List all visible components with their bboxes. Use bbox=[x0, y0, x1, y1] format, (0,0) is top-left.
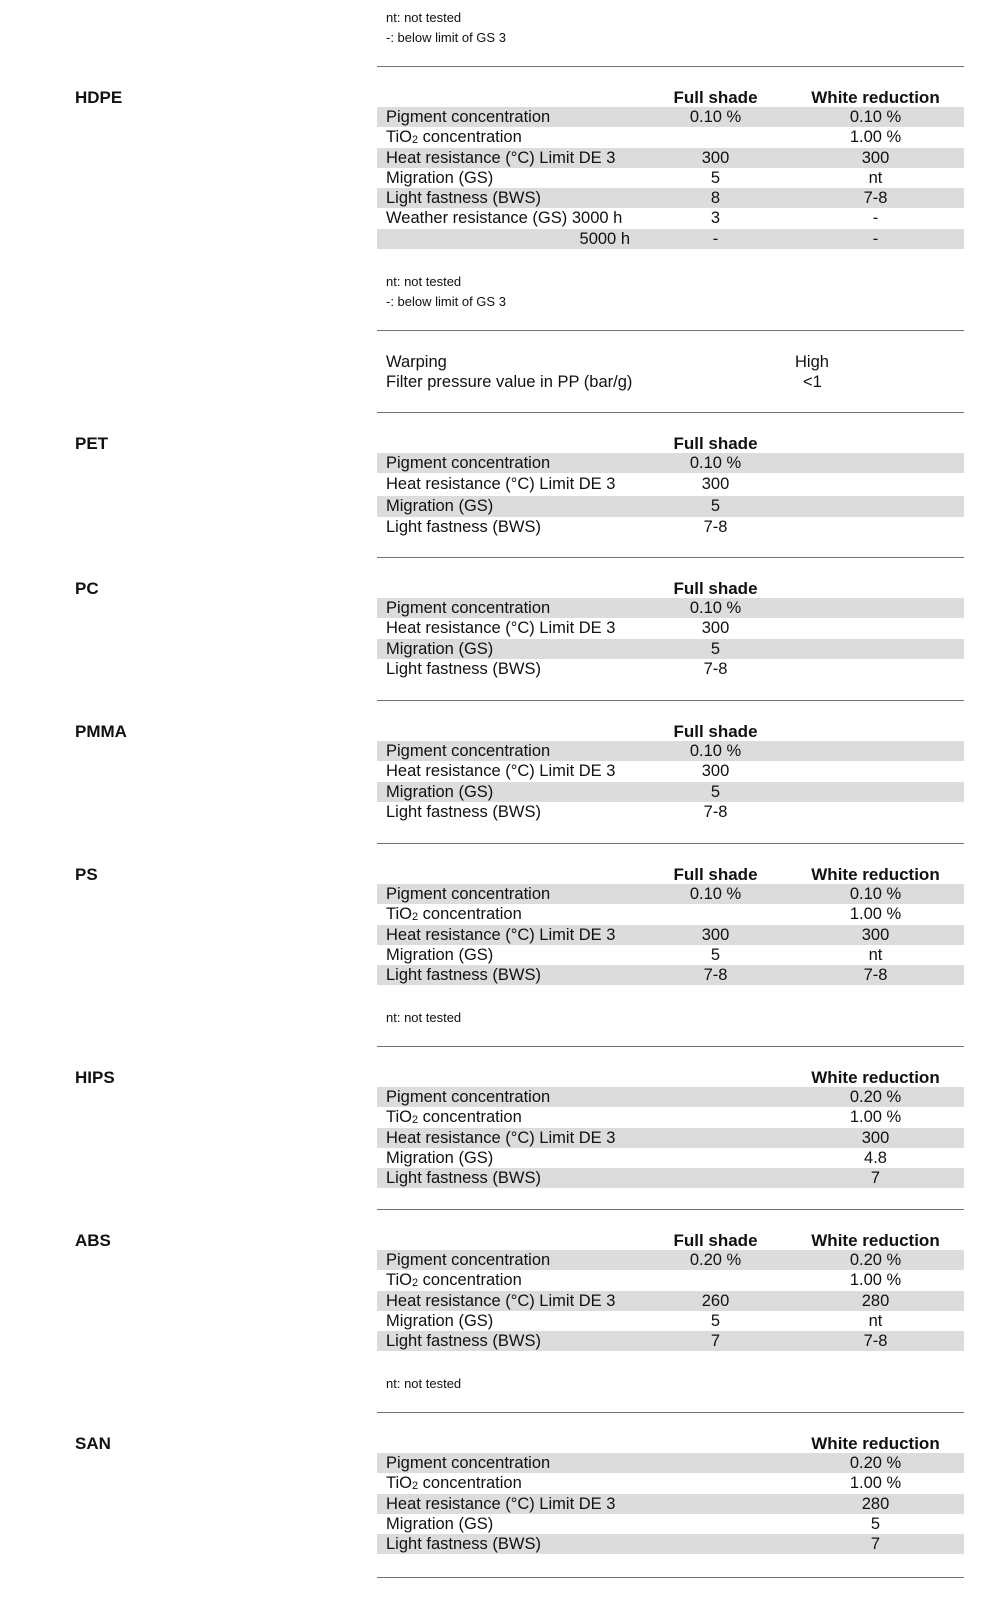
divider bbox=[377, 700, 964, 701]
white-reduction-value: 1.00 % bbox=[849, 1108, 902, 1127]
full-shade-value: 0.10 % bbox=[689, 742, 742, 760]
table-row bbox=[377, 1453, 964, 1473]
white-reduction-value: 0.10 % bbox=[849, 108, 902, 126]
row-label: Weather resistance (GS) 3000 h bbox=[386, 209, 623, 228]
section-title: HIPS bbox=[75, 1068, 115, 1087]
table-row bbox=[377, 802, 964, 822]
row-label: Light fastness (BWS) bbox=[386, 189, 541, 208]
white-reduction-value: 1.00 % bbox=[849, 1271, 902, 1290]
full-shade-value: 0.10 % bbox=[689, 885, 742, 903]
full-shade-value: 0.10 % bbox=[689, 108, 742, 126]
white-reduction-value: 4.8 bbox=[864, 1148, 887, 1167]
white-reduction-value: 7-8 bbox=[863, 189, 888, 208]
full-shade-value: 5 bbox=[710, 168, 721, 187]
table-row bbox=[377, 148, 964, 168]
white-reduction-value: 1.00 % bbox=[849, 128, 902, 147]
full-shade-value: 300 bbox=[701, 148, 730, 167]
row-label: Heat resistance (°C) Limit DE 3 bbox=[386, 1128, 616, 1147]
row-label: Light fastness (BWS) bbox=[386, 802, 541, 821]
table-row bbox=[377, 659, 964, 679]
table-row bbox=[377, 1270, 964, 1290]
white-reduction-value: nt bbox=[868, 945, 883, 964]
divider bbox=[377, 1209, 964, 1210]
row-label: Pigment concentration bbox=[386, 1251, 551, 1269]
full-shade-value: 0.10 % bbox=[689, 454, 742, 472]
row-label: Pigment concentration bbox=[386, 599, 551, 617]
table-row bbox=[377, 782, 964, 802]
property-table bbox=[377, 107, 964, 249]
table-row bbox=[377, 107, 964, 127]
white-reduction-value: 0.20 % bbox=[849, 1088, 902, 1106]
property-table bbox=[377, 741, 964, 822]
table-row bbox=[377, 188, 964, 208]
filter-pressure-label: Filter pressure value in PP (bar/g) bbox=[386, 373, 633, 391]
table-row bbox=[377, 496, 964, 516]
full-shade-value: 7-8 bbox=[703, 966, 728, 985]
property-table bbox=[377, 1250, 964, 1351]
row-label: TiO$_2$ concentration bbox=[386, 128, 522, 147]
full-shade-value: 5 bbox=[710, 639, 721, 658]
full-shade-value: 260 bbox=[701, 1291, 730, 1310]
table-row bbox=[377, 1311, 964, 1331]
row-label: Migration (GS) bbox=[386, 168, 494, 187]
warping-label: Warping bbox=[386, 353, 447, 371]
table-row bbox=[377, 1087, 964, 1107]
white-reduction-value: 0.10 % bbox=[849, 885, 902, 903]
row-label: Pigment concentration bbox=[386, 454, 551, 472]
row-label: Heat resistance (°C) Limit DE 3 bbox=[386, 619, 616, 638]
divider bbox=[377, 66, 964, 67]
row-label: TiO$_2$ concentration bbox=[386, 905, 522, 924]
table-row bbox=[377, 127, 964, 147]
col-header-white-reduction: White reduction bbox=[811, 88, 940, 107]
full-shade-value: 300 bbox=[701, 762, 730, 781]
table-row bbox=[377, 741, 964, 761]
full-shade-value: 7 bbox=[710, 1332, 721, 1351]
white-reduction-value: 280 bbox=[861, 1291, 890, 1310]
section-title: PMMA bbox=[75, 722, 127, 741]
row-label: Migration (GS) bbox=[386, 1514, 494, 1533]
white-reduction-value: 300 bbox=[861, 148, 890, 167]
white-reduction-value: 1.00 % bbox=[849, 905, 902, 924]
table-row bbox=[377, 208, 964, 228]
row-label: Heat resistance (°C) Limit DE 3 bbox=[386, 475, 616, 494]
full-shade-value: 5 bbox=[710, 1311, 721, 1330]
col-header-full-shade: Full shade bbox=[673, 722, 758, 741]
table-row bbox=[377, 453, 964, 473]
full-shade-value: 300 bbox=[701, 619, 730, 638]
row-label: Migration (GS) bbox=[386, 497, 494, 516]
table-row bbox=[377, 1148, 964, 1168]
col-header-white-reduction: White reduction bbox=[811, 1231, 940, 1250]
divider bbox=[377, 1577, 964, 1578]
section-title: PS bbox=[75, 865, 98, 884]
filter-pressure-value: <1 bbox=[803, 373, 822, 391]
row-label: Light fastness (BWS) bbox=[386, 966, 541, 985]
full-shade-value: 5 bbox=[710, 945, 721, 964]
white-reduction-value: 7 bbox=[870, 1535, 881, 1554]
row-label: Pigment concentration bbox=[386, 1454, 551, 1472]
row-label: Pigment concentration bbox=[386, 108, 551, 126]
white-reduction-value: - bbox=[872, 209, 879, 228]
row-label: Migration (GS) bbox=[386, 945, 494, 964]
row-label: TiO$_2$ concentration bbox=[386, 1108, 522, 1127]
row-label: Light fastness (BWS) bbox=[386, 1535, 541, 1554]
property-table bbox=[377, 453, 964, 537]
property-table bbox=[377, 598, 964, 679]
table-row bbox=[377, 1250, 964, 1270]
row-label: Heat resistance (°C) Limit DE 3 bbox=[386, 1291, 616, 1310]
section-title: PC bbox=[75, 579, 99, 598]
table-row bbox=[377, 598, 964, 618]
table-row bbox=[377, 639, 964, 659]
divider bbox=[377, 843, 964, 844]
table-row bbox=[377, 618, 964, 638]
row-label: Light fastness (BWS) bbox=[386, 659, 541, 678]
full-shade-value: 0.20 % bbox=[689, 1251, 742, 1269]
full-shade-value: 0.10 % bbox=[689, 599, 742, 617]
white-reduction-value: - bbox=[872, 229, 879, 248]
row-label: Pigment concentration bbox=[386, 1088, 551, 1106]
table-row bbox=[377, 1514, 964, 1534]
table-row bbox=[377, 761, 964, 781]
divider bbox=[377, 412, 964, 413]
property-table bbox=[377, 884, 964, 985]
full-shade-value: 3 bbox=[710, 209, 721, 228]
white-reduction-value: 7 bbox=[870, 1169, 881, 1188]
row-label: Migration (GS) bbox=[386, 1311, 494, 1330]
row-label: Light fastness (BWS) bbox=[386, 1169, 541, 1188]
col-header-white-reduction: White reduction bbox=[811, 1068, 940, 1087]
col-header-full-shade: Full shade bbox=[673, 579, 758, 598]
row-label: Heat resistance (°C) Limit DE 3 bbox=[386, 925, 616, 944]
row-label: Migration (GS) bbox=[386, 782, 494, 801]
table-row bbox=[377, 168, 964, 188]
row-label: 5000 h bbox=[579, 229, 630, 248]
table-row bbox=[377, 925, 964, 945]
full-shade-value: 5 bbox=[710, 497, 721, 516]
col-header-full-shade: Full shade bbox=[673, 88, 758, 107]
table-row bbox=[377, 1473, 964, 1493]
full-shade-value: 300 bbox=[701, 925, 730, 944]
table-row bbox=[377, 1168, 964, 1188]
row-label: Migration (GS) bbox=[386, 639, 494, 658]
row-label: Heat resistance (°C) Limit DE 3 bbox=[386, 762, 616, 781]
divider bbox=[377, 557, 964, 558]
white-reduction-value: 0.20 % bbox=[849, 1454, 902, 1472]
white-reduction-value: 7-8 bbox=[863, 966, 888, 985]
table-row bbox=[377, 1128, 964, 1148]
row-label: Heat resistance (°C) Limit DE 3 bbox=[386, 148, 616, 167]
row-label: Light fastness (BWS) bbox=[386, 517, 541, 536]
table-row bbox=[377, 1291, 964, 1311]
table-row bbox=[377, 517, 964, 537]
table-row bbox=[377, 1534, 964, 1554]
divider bbox=[377, 1046, 964, 1047]
col-header-white-reduction: White reduction bbox=[811, 1434, 940, 1453]
row-label: Pigment concentration bbox=[386, 742, 551, 760]
full-shade-value: 7-8 bbox=[703, 659, 728, 678]
row-label: TiO$_2$ concentration bbox=[386, 1271, 522, 1290]
table-row bbox=[377, 1494, 964, 1514]
white-reduction-value: nt bbox=[868, 168, 883, 187]
white-reduction-value: 7-8 bbox=[863, 1332, 888, 1351]
white-reduction-value: 1.00 % bbox=[849, 1474, 902, 1493]
section-title: HDPE bbox=[75, 88, 123, 107]
col-header-full-shade: Full shade bbox=[673, 434, 758, 453]
table-row bbox=[377, 945, 964, 965]
white-reduction-value: 300 bbox=[861, 925, 890, 944]
table-row bbox=[377, 1331, 964, 1351]
table-row bbox=[377, 904, 964, 924]
footnote-not-tested: nt: not tested bbox=[386, 10, 462, 25]
footnote-not-tested: nt: not tested bbox=[386, 1376, 462, 1391]
col-header-full-shade: Full shade bbox=[673, 1231, 758, 1250]
warping-value: High bbox=[795, 353, 829, 371]
col-header-full-shade: Full shade bbox=[673, 865, 758, 884]
full-shade-value: 8 bbox=[710, 189, 721, 208]
table-row bbox=[377, 884, 964, 904]
divider bbox=[377, 330, 964, 331]
white-reduction-value: 0.20 % bbox=[849, 1251, 902, 1269]
table-row bbox=[377, 965, 964, 985]
white-reduction-value: 280 bbox=[861, 1494, 890, 1513]
full-shade-value: 5 bbox=[710, 782, 721, 801]
property-table bbox=[377, 1087, 964, 1188]
row-label: TiO$_2$ concentration bbox=[386, 1474, 522, 1493]
section-title: PET bbox=[75, 434, 109, 453]
full-shade-value: - bbox=[712, 229, 719, 248]
white-reduction-value: 5 bbox=[870, 1514, 881, 1533]
col-header-white-reduction: White reduction bbox=[811, 865, 940, 884]
table-row bbox=[377, 473, 964, 496]
footnote-not-tested: nt: not tested bbox=[386, 1010, 462, 1025]
row-label: Light fastness (BWS) bbox=[386, 1332, 541, 1351]
white-reduction-value: 300 bbox=[861, 1128, 890, 1147]
row-label: Pigment concentration bbox=[386, 885, 551, 903]
row-label: Heat resistance (°C) Limit DE 3 bbox=[386, 1494, 616, 1513]
property-table bbox=[377, 1453, 964, 1554]
section-title: ABS bbox=[75, 1231, 111, 1250]
footnote-not-tested: nt: not tested bbox=[386, 274, 462, 289]
white-reduction-value: nt bbox=[868, 1311, 883, 1330]
full-shade-value: 7-8 bbox=[703, 802, 728, 821]
footnote-below-limit: -: below limit of GS 3 bbox=[386, 294, 506, 309]
footnote-below-limit: -: below limit of GS 3 bbox=[386, 30, 506, 45]
row-label: Migration (GS) bbox=[386, 1148, 494, 1167]
table-row bbox=[377, 229, 964, 249]
full-shade-value: 300 bbox=[701, 475, 730, 494]
section-title: SAN bbox=[75, 1434, 111, 1453]
full-shade-value: 7-8 bbox=[703, 517, 728, 536]
table-row bbox=[377, 1107, 964, 1127]
divider bbox=[377, 1412, 964, 1413]
